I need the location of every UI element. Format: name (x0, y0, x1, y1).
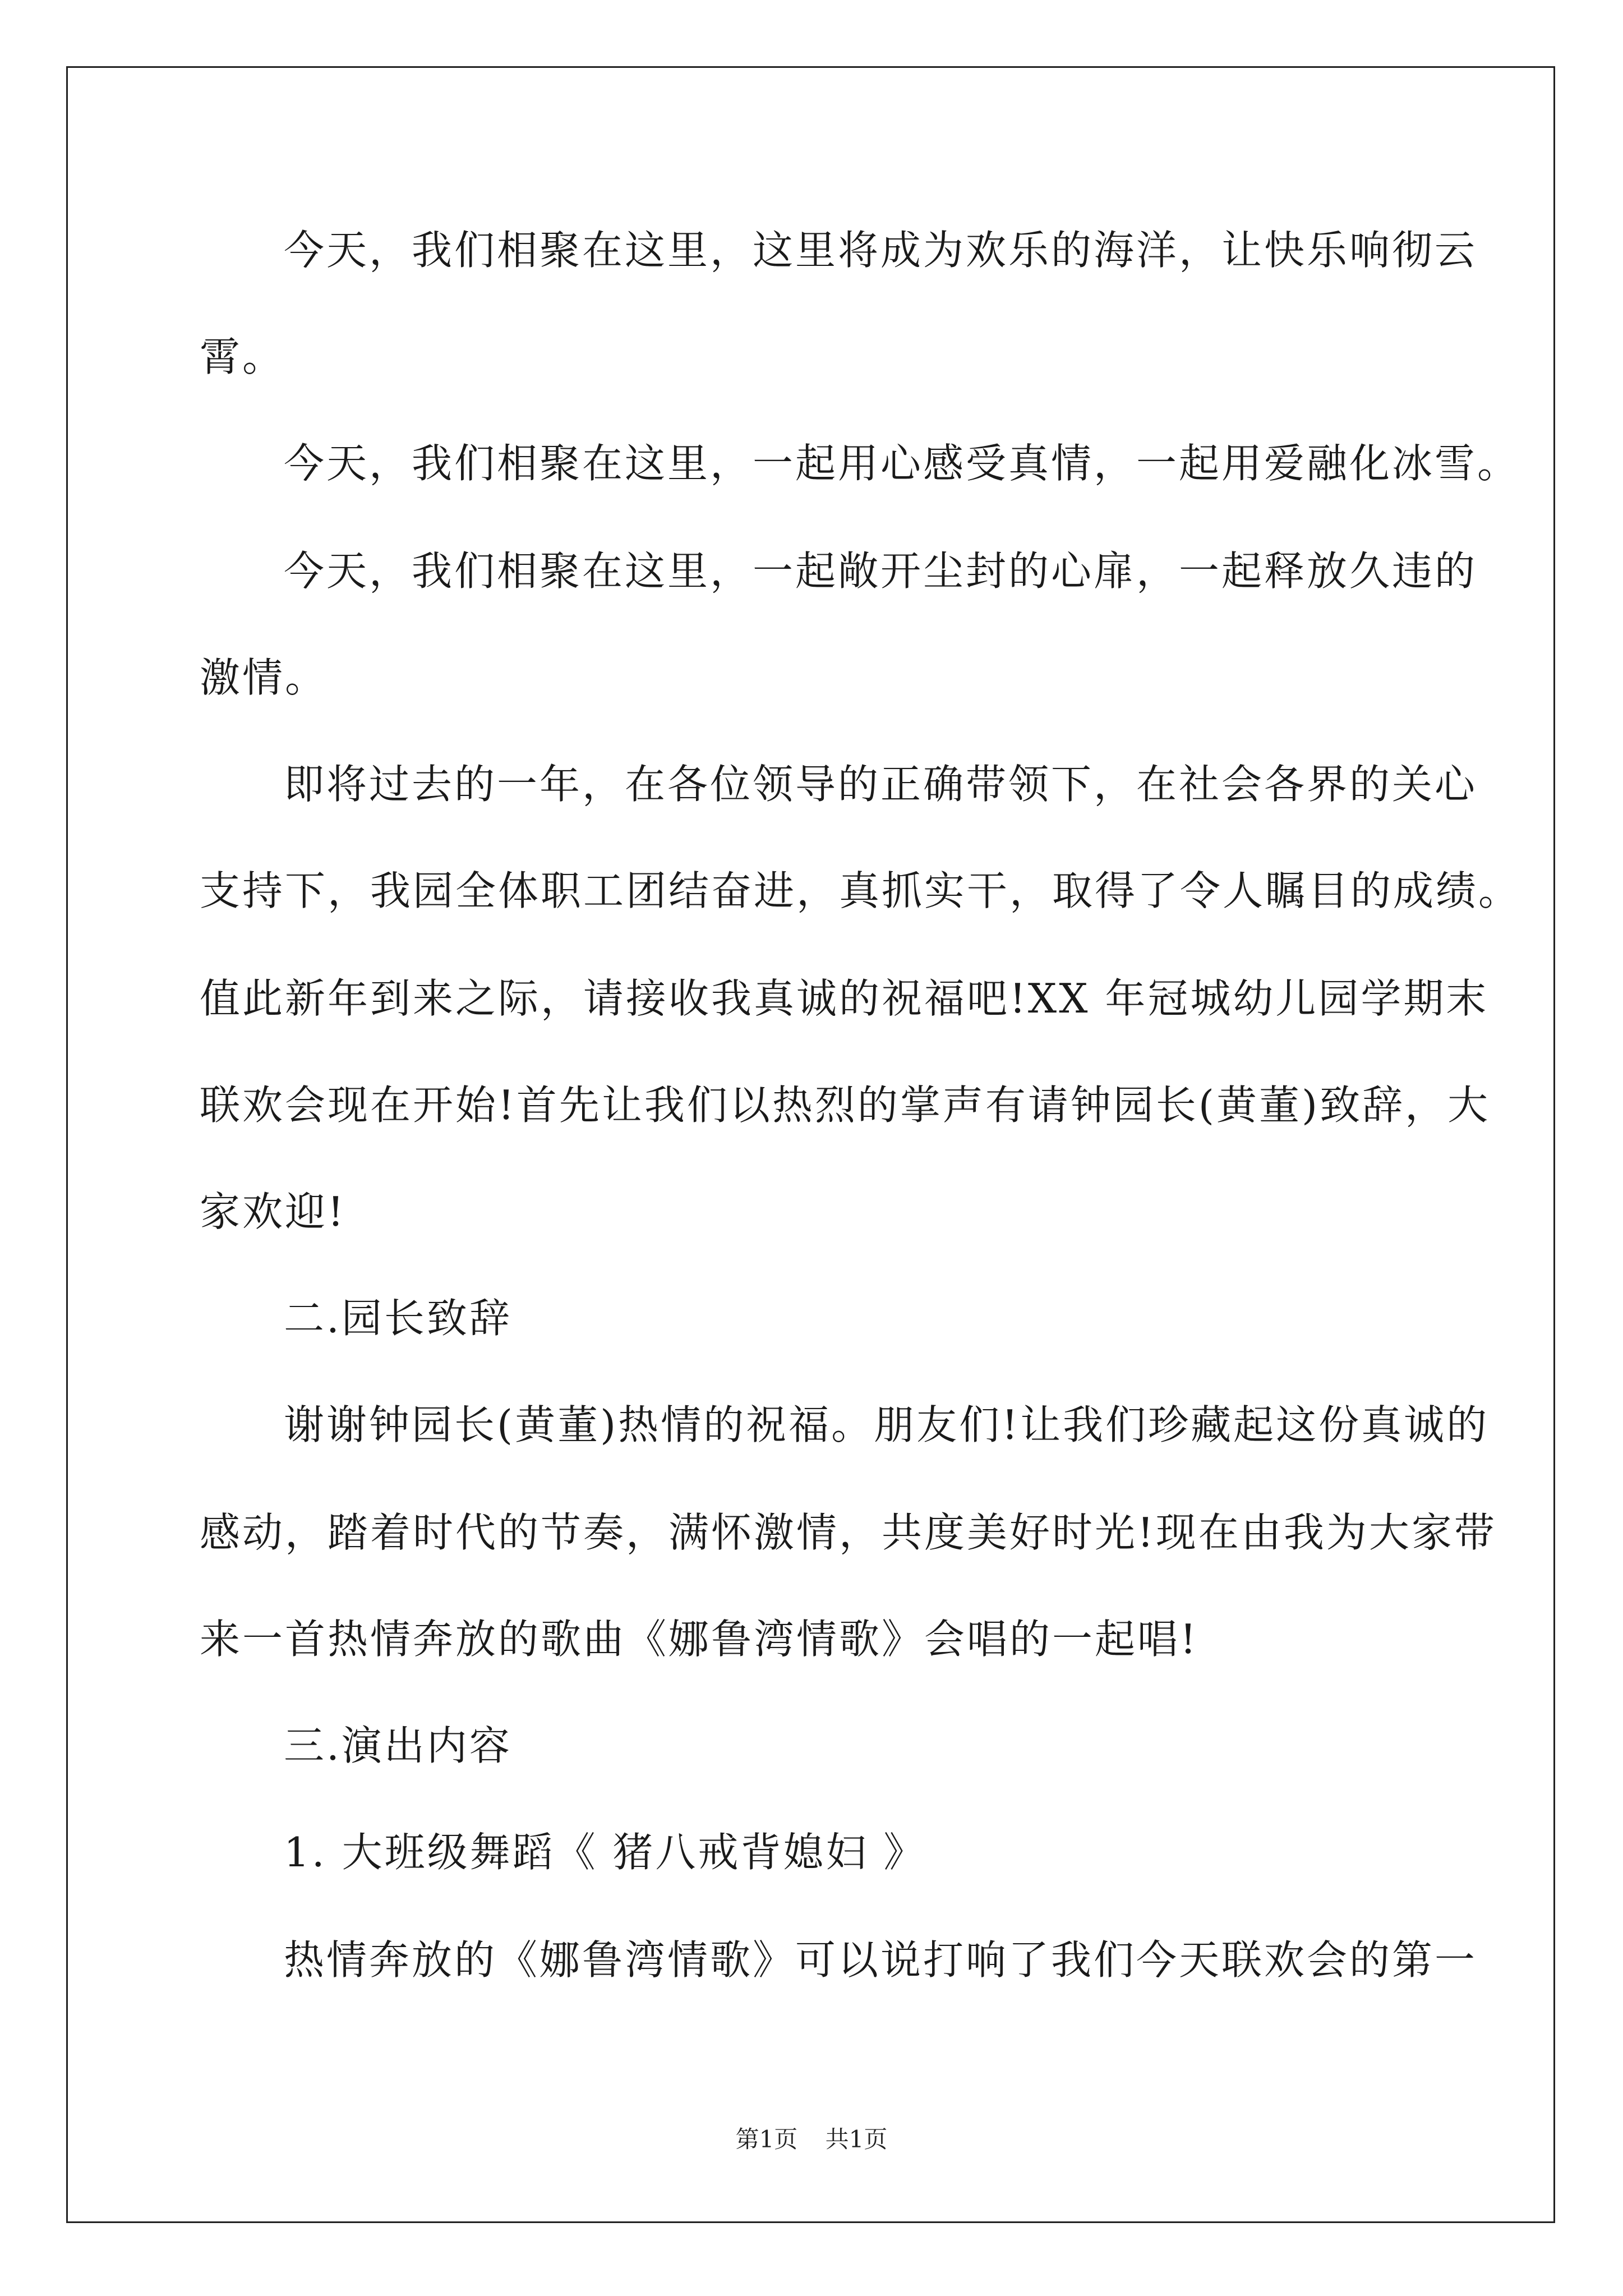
paragraph-line: 今天，我们相聚在这里，这里将成为欢乐的海洋，让快乐响彻云 (284, 227, 1478, 274)
section-heading: 三.演出内容 (284, 1722, 512, 1769)
page-number: 第1页 (735, 2125, 798, 2153)
section-heading: 二.园长致辞 (284, 1295, 512, 1342)
page-total: 共1页 (825, 2125, 888, 2153)
page-border (66, 66, 1555, 2223)
paragraph-line: 谢谢钟园长(黄董)热情的祝福。朋友们!让我们珍藏起这份真诚的 (284, 1401, 1490, 1448)
page-footer (0, 2125, 1623, 2153)
paragraph-line: 值此新年到来之际，请接收我真诚的祝福吧!XX 年冠城幼儿园学期末 (200, 975, 1489, 1022)
paragraph-line: 今天，我们相聚在这里，一起敞开尘封的心扉，一起释放久违的 (284, 547, 1478, 595)
paragraph-line: 即将过去的一年，在各位领导的正确带领下，在社会各界的关心 (284, 761, 1478, 808)
paragraph-line: 激情。 (200, 654, 328, 701)
paragraph-line: 支持下，我园全体职工团结奋进，真抓实干，取得了令人瞩目的成绩。 (200, 867, 1521, 914)
paragraph-line: 今天，我们相聚在这里，一起用心感受真情，一起用爱融化冰雪。 (284, 440, 1520, 487)
paragraph-line: 联欢会现在开始!首先让我们以热烈的掌声有请钟园长(黄董)致辞，大 (200, 1082, 1491, 1129)
paragraph-line: 家欢迎! (200, 1188, 346, 1235)
paragraph-line: 来一首热情奔放的歌曲《娜鲁湾情歌》会唱的一起唱! (200, 1616, 1198, 1663)
list-item: 1. 大班级舞蹈《 猪八戒背媳妇 》 (284, 1829, 926, 1876)
paragraph-line: 霄。 (200, 333, 285, 380)
paragraph-line: 热情奔放的《娜鲁湾情歌》可以说打响了我们今天联欢会的第一 (284, 1936, 1478, 1984)
paragraph-line: 感动，踏着时代的节奏，满怀激情，共度美好时光!现在由我为大家带 (200, 1509, 1497, 1556)
